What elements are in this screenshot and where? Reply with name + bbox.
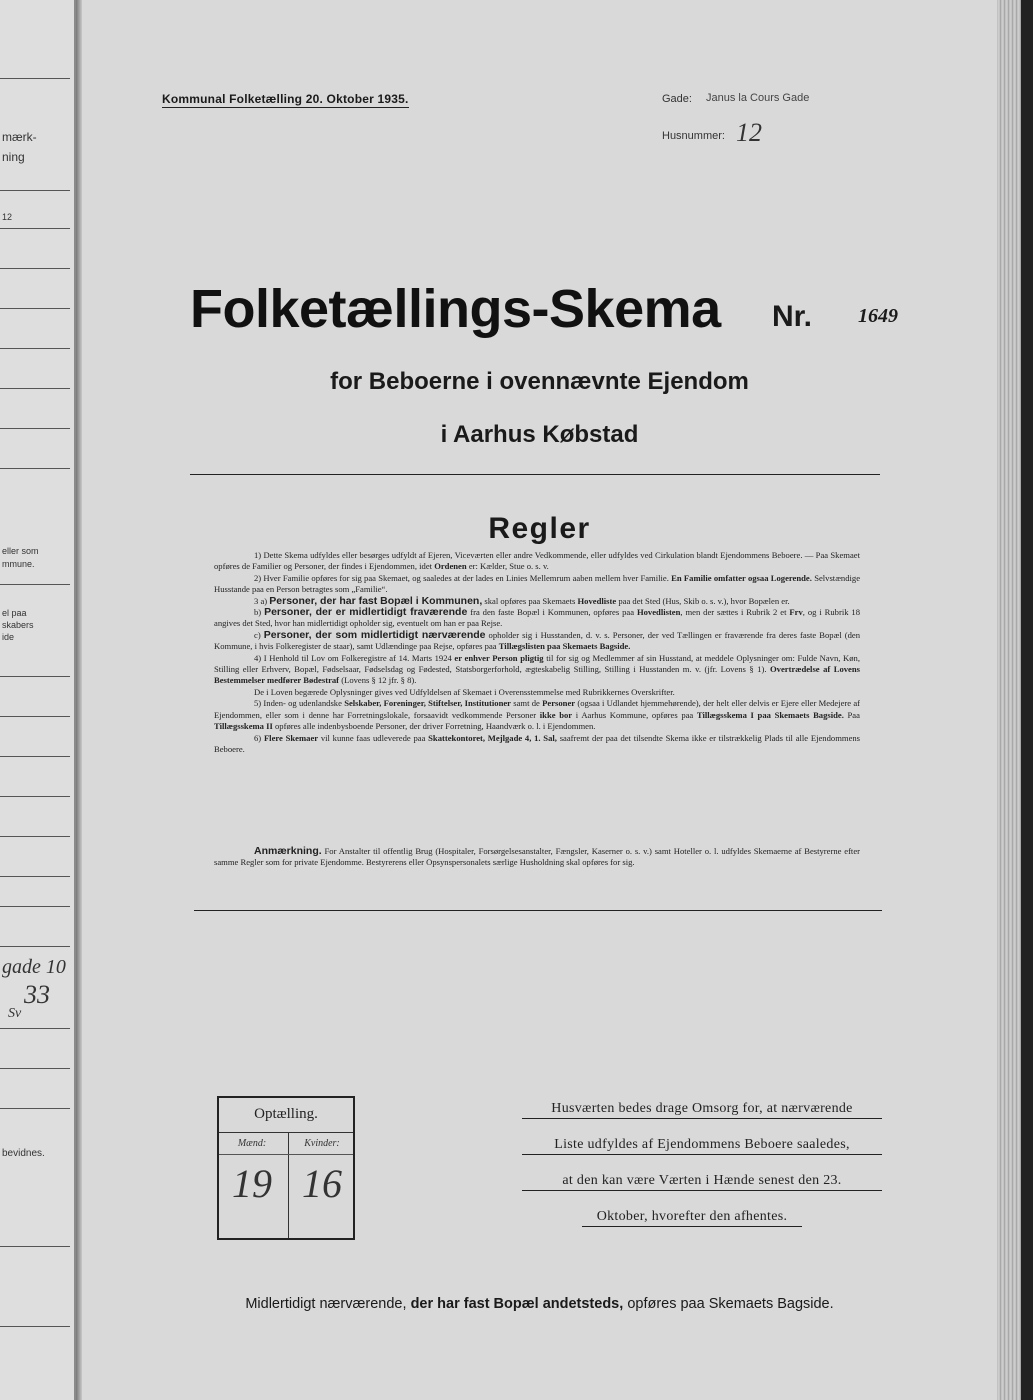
footer-text-bold: der har fast Bopæl andetsteds, [410,1296,624,1312]
rule [0,1068,70,1069]
rule [0,676,70,677]
landlord-notice-line: Liste udfyldes af Ejendommens Beboere saaledes, [522,1137,882,1155]
page-fragment: bevidnes. [2,1148,45,1159]
rule-1: 1) Dette Skema udfyldes eller besørges udfyldt af Ejeren, Viceværten eller andre Vedkommende, eller udfyldes ved Cirkulation blandt Ejendommens Beboere. — Paa Skemaet opføres de Familier og Personer, der findes i Ejendommen, idet Ordenen er: Kælder, Stue o. s. v. [214,550,860,572]
handwritten-note: 33 [24,980,50,1009]
page-fragment: ning [2,150,25,164]
page-fragment: ide [2,632,15,642]
page-fragment: mmune. [2,559,35,569]
footer-note [82,1296,997,1312]
men-count: 19 [232,1161,272,1206]
rule-5: 5) Inden- og udenlandske Selskaber, Foreninger, Stiftelser, Institutioner samt de Personer (ogsaa i Udlandet hjemmehørende), der helt eller delvis er Ejere eller Medejere af Ejendommen, eller som i denne har Forretningslokale, forsaavidt vedkommende Personer ikke bor i Aarhus Kommune, opføres paa Tillægsskema I paa Skemaets Bagside. Paa Tillægsskema II opføres alle indenbysboende Personer, der driver Forretning, Haandværk o. l. i Ejendommen. [214,698,860,732]
rule [0,1028,70,1029]
rule [0,468,70,469]
handwritten-note: gade 10 [2,956,66,978]
page-fragment: skabers [2,620,34,630]
rules-heading: Regler [488,512,591,545]
rule-4-note: De i Loven begærede Oplysninger gives ved Udfyldelsen af Skemaet i Overensstemmelse med Rubrikkernes Overskrifter. [254,686,675,697]
rule [0,228,70,229]
remark-label: Anmærkning. [254,845,322,857]
rule [0,906,70,907]
footer-text: Midlertidigt nærværende, [245,1296,407,1312]
rule [0,1326,70,1327]
rule [0,1108,70,1109]
remark-body: For Anstalter til offentlig Brug (Hospitaler, Forsørgelsesanstalter, Fængsler, Kaserner o. s. v.) samt Hoteller o. l. udfyldes Skemaerne af Bestyrerne efter samme Regler som for private Ejendomme. Bestyrerens eller Opsynspersonalets særlige Husholdning skal opføres for sig. [214,846,861,868]
census-form-page [82,0,997,1400]
remark-text [214,846,860,869]
count-title: Optælling. [254,1106,318,1122]
landlord-notice-line: Husværten bedes drage Omsorg for, at nærværende [522,1101,882,1119]
landlord-notice-line: at den kan være Værten i Hænde senest den 23. [522,1173,882,1191]
page-fragment: 12 [2,212,13,222]
footer-text: opføres paa Skemaets Bagside. [627,1296,834,1312]
rule [0,308,70,309]
rule [0,190,70,191]
rules-text [214,550,860,755]
form-number-label: Nr. [772,300,813,333]
page-fragment: mærk- [2,130,37,144]
rule-4: 4) I Henhold til Lov om Folkeregistre af 14. Marts 1924 er enhver Person pligtig til for sig og Medlemmer af sin Husstand, at meddele Oplysninger om: Fulde Navn, Køn, Stilling eller Erhverv, Bopæl, Fødselsaar, Fødselsdag og Fødested, Statsborgerforhold, ægteskabelig Stilling, Stilling i Husstanden m. v. (jfr. Lovens § 1). Overtrædelse af Lovens Bestemmelser medfører Bødestraf (Lovens § 12 jfr. § 8). [214,652,860,686]
women-count: 16 [302,1161,342,1206]
landlord-notice-line: Oktober, hvorefter den afhentes. [582,1209,802,1227]
divider [194,910,882,911]
street-value: Janus la Cours Gade [706,92,810,104]
rule [0,78,70,79]
rule [0,348,70,349]
form-title: Folketællings-Skema [190,279,721,339]
rule [0,268,70,269]
rule [0,876,70,877]
house-number-value: 12 [736,118,762,147]
page-stack-edge [997,0,1021,1400]
rule [0,388,70,389]
rule-3b: b) Personer, der er midlertidigt fraværende fra den faste Bopæl i Kommunen, opføres paa Hovedlisten, men der sættes i Rubrik 2 et Frv, og i Rubrik 18 angives det Sted, hvor han midlertidigt opholder sig, eventuelt om han er paa Rejse. [214,606,861,629]
rule-3c: c) Personer, der som midlertidigt nærværende opholder sig i Husstanden, d. v. s. Personer, der ved Tællingen er fraværende fra deres faste Bopæl (den Kommune, i hvis Folkeregister de staar), samt Udlændinge paa Rejse, opføres paa Tillægslisten paa Skemaets Bagside. [214,628,861,652]
divider [219,1132,353,1133]
handwritten-note: Sv [8,1006,22,1021]
rule [0,584,70,585]
page-fragment: eller som [2,546,39,556]
form-subtitle: for Beboerne i ovennævnte Ejendom [330,368,749,395]
men-label: Mænd: [237,1138,267,1149]
rule [0,796,70,797]
rule [0,1246,70,1247]
count-box [217,1096,355,1240]
form-subtitle-city: i Aarhus Købstad [440,421,639,448]
house-number-label: Husnummer: [662,130,725,142]
street-label: Gade: [662,93,692,105]
census-header: Kommunal Folketælling 20. Oktober 1935. [162,92,409,106]
rule [0,428,70,429]
rule [0,836,70,837]
rule [0,716,70,717]
form-number-value: 1649 [858,305,898,327]
page-fragment: el paa [2,608,27,618]
rule-6: 6) Flere Skemaer vil kunne faas udleverede paa Skattekontoret, Mejlgade 4, 1. Sal, saafremt der paa det tilsendte Skema ikke er tilstrækkelig Plads til alle Ejendommens Beboere. [214,732,861,754]
women-label: Kvinder: [304,1138,340,1149]
rule-3a: 3 a) Personer, der har fast Bopæl i Kommunen, skal opføres paa Skemaets Hovedliste paa det Sted (Hus, Skib o. s. v.), hvor Bopælen er. [254,594,790,607]
rule [0,756,70,757]
previous-page-strip [0,0,76,1400]
rule [0,946,70,947]
binding-edge [1021,0,1033,1400]
rule-2: 2) Hver Familie opføres for sig paa Skemaet, og saaledes at der lades en Linies Mellemrum aaben mellem hver Familie. En Familie omfatter ogsaa Logerende. Selvstændige Husstande paa en Person betragtes som „Familie“. [214,572,861,595]
divider [190,474,880,475]
divider [219,1154,353,1155]
